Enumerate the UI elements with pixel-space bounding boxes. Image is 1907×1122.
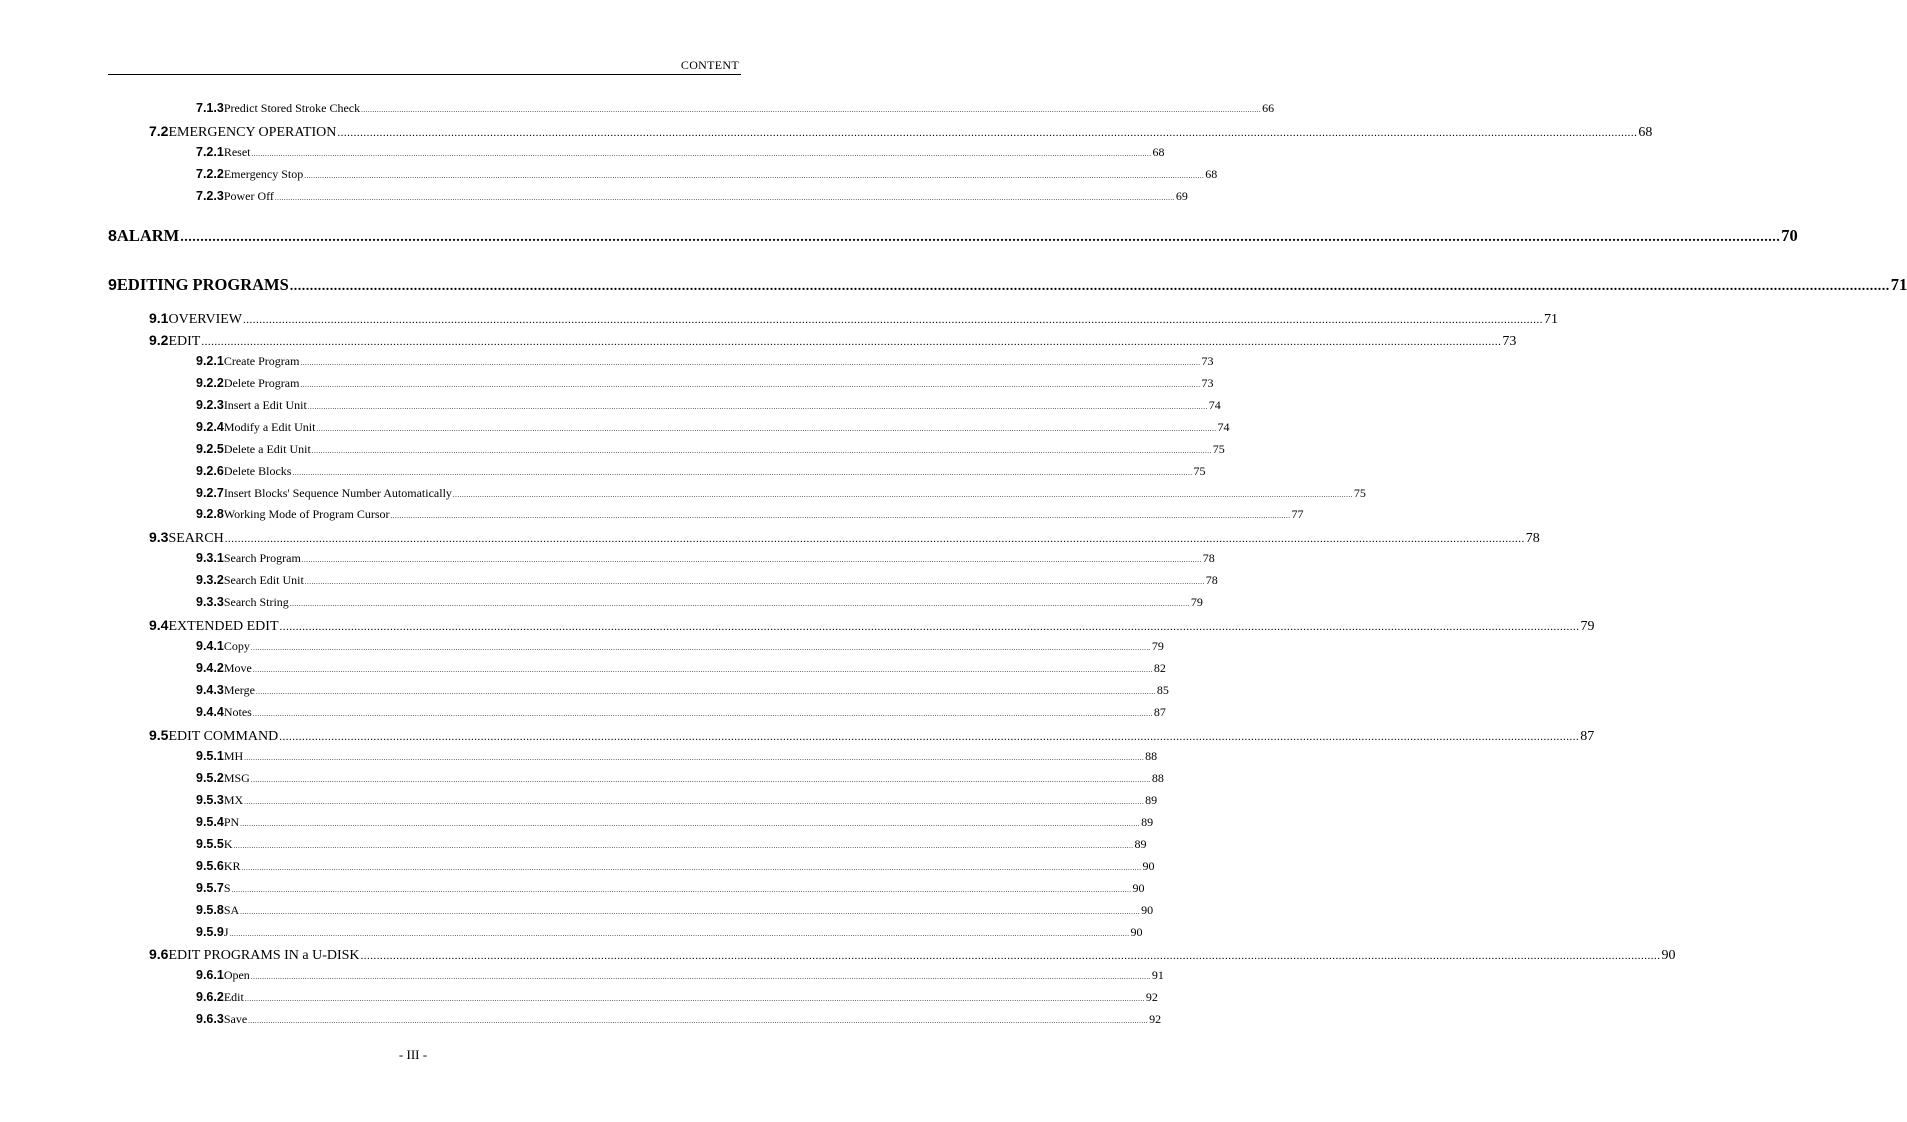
toc-entry-page: 73 (1201, 376, 1214, 390)
toc-dot-leader: ................................................................................................................................................................................................................................................................................................................................................................................................................ (452, 491, 1353, 499)
toc-dot-leader: ................................................................................................................................................................................................................................................................................................................................................................................................................ (304, 578, 1205, 586)
toc-dot-leader: ................................................................................................................................................................................................................................................................................................................................................................................................................ (241, 864, 1142, 872)
toc-entry-page: 68 (1205, 167, 1218, 181)
toc-entry-page: 87 (1580, 729, 1595, 744)
toc-entry-level3[interactable] (196, 683, 1169, 699)
toc-entry-number: 9.5.6 (196, 859, 224, 873)
toc-entry-level3[interactable] (196, 925, 1143, 941)
header-title: CONTENT (680, 58, 739, 72)
toc-dot-leader: ................................................................................................................................................................................................................................................................................................................................................................................................................ (252, 710, 1153, 718)
toc-entry-number: 9.6.1 (196, 968, 224, 982)
toc-entry-level3[interactable] (196, 815, 1154, 831)
toc-entry-page: 90 (1142, 859, 1155, 873)
toc-entry-page: 75 (1212, 442, 1225, 456)
toc-entry-number: 9.2.6 (196, 464, 224, 478)
toc-entry-title: EDIT PROGRAMS IN a U-DISK (168, 948, 360, 963)
toc-dot-leader: ................................................................................................................................................................................................................................................................................................................................................................................................................ (311, 447, 1212, 455)
toc-entry-number: 9.4.1 (196, 639, 224, 653)
toc-entry-title: Delete Blocks (223, 464, 292, 478)
toc-entry-number: 9.2.3 (196, 398, 224, 412)
toc-entry-number: 9.3.2 (196, 573, 224, 587)
toc-entry-number: 9.3.3 (196, 595, 224, 609)
toc-entry-title: Delete Program (223, 376, 300, 390)
toc-entry-level3[interactable] (196, 354, 1214, 370)
toc-entry-title: S (223, 881, 231, 895)
toc-dot-leader: ................................................................................................................................................................................................................................................................................................................................................................................................................ (360, 950, 1661, 962)
toc-entry-page: 68 (1152, 145, 1165, 159)
toc-entry-page: 92 (1145, 990, 1158, 1004)
toc-entry-level3[interactable] (196, 442, 1225, 458)
toc-entry-number: 9.5.3 (196, 793, 224, 807)
toc-entry-number: 7.1.3 (196, 101, 224, 115)
toc-dot-leader: ................................................................................................................................................................................................................................................................................................................................................................................................................ (301, 556, 1202, 564)
toc-entry-level3[interactable] (196, 101, 1275, 117)
toc-entry-title: Reset (223, 145, 251, 159)
toc-entry-title: SA (223, 903, 240, 917)
toc-entry-level3[interactable] (196, 837, 1147, 853)
toc-entry-page: 78 (1525, 531, 1540, 546)
toc-entry-page: 90 (1661, 948, 1676, 963)
toc-entry-level2[interactable] (149, 123, 1653, 141)
toc-entry-level3[interactable] (196, 420, 1230, 436)
toc-entry-level3[interactable] (196, 639, 1164, 655)
toc-entry-page: 88 (1145, 749, 1158, 763)
toc-entry-level3[interactable] (196, 167, 1218, 183)
toc-dot-leader: ................................................................................................................................................................................................................................................................................................................................................................................................................ (229, 930, 1130, 938)
toc-entry-level3[interactable] (196, 551, 1215, 567)
toc-entry-title: MX (223, 793, 244, 807)
toc-entry-number: 9.2.5 (196, 442, 224, 456)
toc-entry-level3[interactable] (196, 859, 1155, 875)
toc-dot-leader: ................................................................................................................................................................................................................................................................................................................................................................................................................ (250, 973, 1151, 981)
toc-entry-number: 9.5.2 (196, 771, 224, 785)
toc-dot-leader: ................................................................................................................................................................................................................................................................................................................................................................................................................ (279, 621, 1580, 633)
toc-entry-number: 9.2.8 (196, 507, 224, 521)
toc-entry-level2[interactable] (149, 529, 1540, 547)
toc-dot-leader: ................................................................................................................................................................................................................................................................................................................................................................................................................ (224, 533, 1525, 545)
toc-entry-level3[interactable] (196, 145, 1165, 161)
toc-entry-level1[interactable] (108, 226, 1798, 248)
toc-entry-number: 7.2 (149, 123, 169, 139)
toc-entry-level3[interactable] (196, 749, 1158, 765)
toc-entry-number: 9.2.4 (196, 420, 224, 434)
toc-dot-leader: ................................................................................................................................................................................................................................................................................................................................................................................................................ (292, 469, 1193, 477)
toc-entry-page: 90 (1132, 881, 1145, 895)
toc-dot-leader: ................................................................................................................................................................................................................................................................................................................................................................................................................ (250, 644, 1151, 652)
toc-entry-level2[interactable] (149, 332, 1517, 350)
toc-entry-number: 9.4.4 (196, 705, 224, 719)
toc-entry-page: 90 (1130, 925, 1143, 939)
toc-entry-level3[interactable] (196, 661, 1166, 677)
toc-entry-level1[interactable] (108, 275, 1907, 297)
toc-entry-level3[interactable] (196, 595, 1203, 611)
toc-entry-title: EXTENDED EDIT (168, 619, 279, 634)
toc-entry-title: Save (223, 1012, 248, 1026)
toc-entry-title: Move (223, 661, 252, 675)
toc-dot-leader: ................................................................................................................................................................................................................................................................................................................................................................................................................ (244, 995, 1145, 1003)
toc-entry-number: 9.5.7 (196, 881, 224, 895)
toc-entry-level2[interactable] (149, 946, 1676, 964)
toc-entry-title: J (223, 925, 229, 939)
toc-dot-leader: ................................................................................................................................................................................................................................................................................................................................................................................................................ (243, 314, 1543, 326)
toc-entry-page: 77 (1291, 507, 1304, 521)
toc-dot-leader: ................................................................................................................................................................................................................................................................................................................................................................................................................ (252, 666, 1153, 674)
toc-entry-number: 9.3 (149, 529, 169, 545)
toc-entry-title: ALARM (116, 226, 180, 245)
toc-entry-number: 9.5.1 (196, 749, 224, 763)
toc-entry-level3[interactable] (196, 881, 1145, 897)
toc-dot-leader: ................................................................................................................................................................................................................................................................................................................................................................................................................ (304, 172, 1205, 180)
toc-dot-leader: ................................................................................................................................................................................................................................................................................................................................................................................................................ (289, 279, 1890, 294)
toc-entry-title: Search Program (223, 551, 301, 565)
toc-entry-number: 9.1 (149, 310, 169, 326)
toc-entry-page: 66 (1262, 101, 1275, 115)
toc-entry-level3[interactable] (196, 903, 1154, 919)
toc-entry-level3[interactable] (196, 486, 1366, 502)
toc-entry-number: 9.4.3 (196, 683, 224, 697)
toc-entry-title: PN (223, 815, 240, 829)
toc-entry-page: 73 (1201, 354, 1214, 368)
toc-entry-title: Copy (223, 639, 250, 653)
toc-entry-page: 85 (1156, 683, 1169, 697)
toc-dot-leader: ................................................................................................................................................................................................................................................................................................................................................................................................................ (231, 886, 1132, 894)
toc-entry-title: Open (223, 968, 250, 982)
toc-entry-level3[interactable] (196, 793, 1158, 809)
toc-entry-title: Notes (223, 705, 252, 719)
toc-entry-title: Insert a Edit Unit (223, 398, 307, 412)
page-number: - III - (398, 1047, 428, 1062)
toc-dot-leader: ................................................................................................................................................................................................................................................................................................................................................................................................................ (233, 842, 1134, 850)
toc-entry-page: 82 (1153, 661, 1166, 675)
toc-entry-level3[interactable] (196, 464, 1206, 480)
toc-entry-page: 89 (1145, 793, 1158, 807)
toc-entry-title: Working Mode of Program Cursor (223, 507, 390, 521)
toc-entry-page: 74 (1217, 420, 1230, 434)
toc-entry-title: Create Program (223, 354, 300, 368)
toc-entry-page: 74 (1208, 398, 1221, 412)
toc-dot-leader: ................................................................................................................................................................................................................................................................................................................................................................................................................ (300, 381, 1201, 389)
toc-entry-title: Insert Blocks' Sequence Number Automatically (223, 486, 452, 500)
toc-entry-level3[interactable] (196, 573, 1218, 589)
toc-entry-level3[interactable] (196, 189, 1188, 205)
toc-entry-title: Merge (223, 683, 255, 697)
toc-entry-page: 79 (1151, 639, 1164, 653)
toc-entry-title: Predict Stored Stroke Check (223, 101, 361, 115)
toc-entry-level3[interactable] (196, 398, 1221, 414)
toc-entry-level3[interactable] (196, 771, 1164, 787)
toc-dot-leader: ................................................................................................................................................................................................................................................................................................................................................................................................................ (240, 908, 1141, 916)
toc-dot-leader: ................................................................................................................................................................................................................................................................................................................................................................................................................ (316, 425, 1217, 433)
toc-entry-number: 7.2.2 (196, 167, 224, 181)
toc-entry-title: Power Off (223, 189, 274, 203)
toc-dot-leader: ................................................................................................................................................................................................................................................................................................................................................................................................................ (337, 127, 1638, 139)
toc-entry-page: 73 (1502, 334, 1517, 349)
toc-entry-number: 9.5 (149, 727, 169, 743)
toc-entry-page: 90 (1141, 903, 1154, 917)
toc-entry-page: 92 (1149, 1012, 1162, 1026)
toc-entry-title: Search Edit Unit (223, 573, 304, 587)
toc-entry-page: 89 (1134, 837, 1147, 851)
toc-entry-number: 9.5.9 (196, 925, 224, 939)
toc-entry-number: 9.5.4 (196, 815, 224, 829)
toc-entry-title: Modify a Edit Unit (223, 420, 316, 434)
toc-dot-leader: ................................................................................................................................................................................................................................................................................................................................................................................................................ (240, 820, 1141, 828)
toc-entry-level3[interactable] (196, 507, 1304, 523)
toc-entry-page: 71 (1544, 312, 1558, 327)
toc-entry-page: 79 (1190, 595, 1203, 609)
toc-entry-number: 9.2 (149, 332, 169, 348)
toc-dot-leader: ................................................................................................................................................................................................................................................................................................................................................................................................................ (255, 688, 1156, 696)
toc-dot-leader: ................................................................................................................................................................................................................................................................................................................................................................................................................ (244, 754, 1145, 762)
toc-entry-page: 69 (1175, 189, 1188, 203)
toc-entry-page: 78 (1205, 573, 1218, 587)
toc-entry-page: 75 (1193, 464, 1206, 478)
toc-entry-title: Emergency Stop (223, 167, 304, 181)
toc-entry-page: 91 (1151, 968, 1164, 982)
toc-entry-title: Edit (223, 990, 244, 1004)
toc-entry-level2[interactable] (149, 617, 1595, 635)
toc-dot-leader: ................................................................................................................................................................................................................................................................................................................................................................................................................ (248, 1017, 1149, 1025)
toc-entry-page: 71 (1890, 275, 1907, 294)
toc-entry-level3[interactable] (196, 1012, 1162, 1028)
toc-entry-number: 9.5.8 (196, 903, 224, 917)
toc-entry-title: EDIT COMMAND (168, 729, 279, 744)
toc-entry-page: 88 (1151, 771, 1164, 785)
toc-entry-number: 9.6.2 (196, 990, 224, 1004)
toc-entry-number: 9 (108, 277, 117, 294)
toc-entry-page: 89 (1141, 815, 1154, 829)
toc-entry-number: 9.2.1 (196, 354, 224, 368)
toc-entry-number: 9.6 (149, 946, 169, 962)
toc-entry-title: EDIT (168, 334, 201, 349)
toc-entry-number: 9.3.1 (196, 551, 224, 565)
toc-entry-title: EDITING PROGRAMS (116, 275, 289, 294)
toc-entry-page: 68 (1638, 125, 1653, 140)
toc-dot-leader: ................................................................................................................................................................................................................................................................................................................................................................................................................ (279, 731, 1580, 743)
toc-dot-leader: ................................................................................................................................................................................................................................................................................................................................................................................................................ (180, 230, 1781, 245)
toc-dot-leader: ................................................................................................................................................................................................................................................................................................................................................................................................................ (274, 194, 1175, 202)
toc-entry-number: 9.2.7 (196, 486, 224, 500)
toc-entry-title: K (223, 837, 233, 851)
toc-entry-level2[interactable] (149, 310, 1558, 328)
toc-entry-page: 70 (1781, 226, 1798, 245)
toc-entry-page: 87 (1153, 705, 1166, 719)
toc-entry-title: KR (223, 859, 241, 873)
toc-entry-title: MH (223, 749, 244, 763)
toc-entry-number: 9.6.3 (196, 1012, 224, 1026)
toc-dot-leader: ................................................................................................................................................................................................................................................................................................................................................................................................................ (289, 600, 1190, 608)
toc-entry-page: 78 (1202, 551, 1215, 565)
toc-dot-leader: ................................................................................................................................................................................................................................................................................................................................................................................................................ (300, 359, 1201, 367)
toc-entry-level2[interactable] (149, 727, 1595, 745)
toc-dot-leader: ................................................................................................................................................................................................................................................................................................................................................................................................................ (250, 776, 1151, 784)
toc-entry-title: SEARCH (168, 531, 224, 546)
toc-entry-level3[interactable] (196, 990, 1158, 1006)
toc-dot-leader: ................................................................................................................................................................................................................................................................................................................................................................................................................ (201, 336, 1502, 348)
toc-dot-leader: ................................................................................................................................................................................................................................................................................................................................................................................................................ (244, 798, 1145, 806)
toc-entry-number: 7.2.3 (196, 189, 224, 203)
toc-entry-title: MSG (223, 771, 250, 785)
toc-entry-number: 9.2.2 (196, 376, 224, 390)
toc-entry-number: 7.2.1 (196, 145, 224, 159)
toc-entry-page: 79 (1580, 619, 1595, 634)
toc-dot-leader: ................................................................................................................................................................................................................................................................................................................................................................................................................ (251, 150, 1152, 158)
toc-entry-level3[interactable] (196, 705, 1166, 721)
toc-entry-level3[interactable] (196, 968, 1164, 984)
toc-entry-page: 75 (1353, 486, 1366, 500)
toc-entry-number: 9.4 (149, 617, 169, 633)
toc-dot-leader: ................................................................................................................................................................................................................................................................................................................................................................................................................ (307, 403, 1208, 411)
toc-entry-title: OVERVIEW (168, 312, 242, 327)
toc-entry-title: EMERGENCY OPERATION (168, 125, 337, 140)
toc-dot-leader: ................................................................................................................................................................................................................................................................................................................................................................................................................ (390, 512, 1291, 520)
toc-entry-number: 8 (108, 228, 117, 245)
toc-entry-title: Search String (223, 595, 289, 609)
toc-entry-title: Delete a Edit Unit (223, 442, 311, 456)
toc-entry-level3[interactable] (196, 376, 1214, 392)
toc-dot-leader: ................................................................................................................................................................................................................................................................................................................................................................................................................ (361, 106, 1262, 114)
toc-entry-number: 9.5.5 (196, 837, 224, 851)
toc-entry-number: 9.4.2 (196, 661, 224, 675)
